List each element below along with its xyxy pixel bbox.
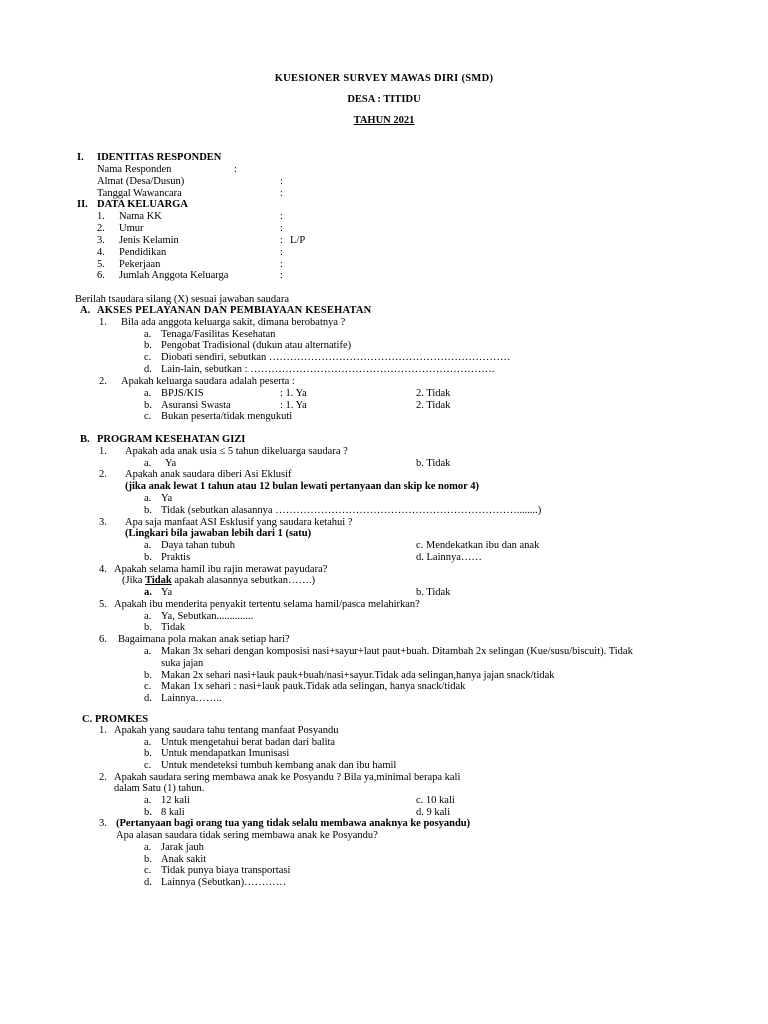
option-letter: a. (144, 795, 152, 806)
option-text[interactable]: 8 kali (161, 807, 185, 818)
question-number: 4. (99, 564, 107, 575)
option-text[interactable]: Makan 1x sehari : nasi+lauk pauk.Tidak ada selingan, hanya snack/tidak (161, 681, 466, 692)
option-text[interactable]: Tidak (161, 622, 186, 633)
option-letter: b. (144, 807, 152, 818)
option-tidak[interactable]: b. Tidak (416, 458, 451, 469)
option-ya[interactable]: : 1. Ya (280, 388, 307, 399)
question-text: Apakah selama hamil ibu rajin merawat payudara? (114, 564, 328, 575)
section-b-number: B. (80, 434, 90, 445)
option-text[interactable]: Bukan peserta/tidak mengukuti (161, 411, 293, 422)
option-letter: a. (144, 329, 152, 340)
option-tidak[interactable]: b. Tidak (416, 587, 451, 598)
section-i-title: IDENTITAS RESPONDEN (97, 152, 222, 163)
option-text[interactable]: Tenaga/Fasilitas Kesehatan (161, 329, 276, 340)
option-letter: a. (144, 737, 152, 748)
question-number: 3. (99, 517, 107, 528)
option-letter: a. (144, 587, 152, 598)
section-c-title: PROMKES (95, 714, 149, 725)
section-ii-title: DATA KELUARGA (97, 199, 188, 210)
option-letter: a. (144, 493, 152, 504)
option-letter: b. (144, 552, 152, 563)
question-number: 2. (99, 376, 107, 387)
option-text[interactable]: 12 kali (161, 795, 190, 806)
question-text: Apakah keluarga saudara adalah peserta : (121, 376, 295, 387)
option-text[interactable]: Diobati sendiri, sebutkan …………………………………………………………… (161, 352, 511, 363)
option-text-continued: suka jajan (161, 658, 204, 669)
option-letter: b. (144, 854, 152, 865)
option-letter: b. (144, 340, 152, 351)
section-ii-number: II. (77, 199, 88, 210)
option-letter: a. (144, 842, 152, 853)
field-colon: : (280, 235, 283, 246)
option-text[interactable]: Lainnya (Sebutkan)………… (161, 877, 287, 888)
option-ya[interactable]: Ya (165, 458, 177, 469)
option-text[interactable]: Makan 2x sehari nasi+lauk pauk+buah/nasi+sayur.Tidak ada selingan,hanya jajan snack/tidak (161, 670, 555, 681)
question-text: Bagaimana pola makan anak setiap hari? (118, 634, 290, 645)
field-label-jumlah-anggota: Jumlah Anggota Keluarga (119, 270, 229, 281)
option-text: BPJS/KIS (161, 388, 204, 399)
document-year: TAHUN 2021 (353, 115, 415, 126)
question-text: Apakah yang saudara tahu tentang manfaat Posyandu (114, 725, 339, 736)
option-letter: a. (144, 458, 152, 469)
option-ya[interactable]: : 1. Ya (280, 400, 307, 411)
question-text: Bila ada anggota keluarga sakit, dimana berobatnya ? (121, 317, 346, 328)
option-letter: b. (144, 622, 152, 633)
option-letter: b. (144, 670, 152, 681)
option-letter: d. (144, 693, 152, 704)
option-letter: b. (144, 400, 152, 411)
option-text[interactable]: Untuk mendapatkan Imunisasi (161, 748, 290, 759)
option-text[interactable]: c. 10 kali (416, 795, 455, 806)
option-letter: d. (144, 364, 152, 375)
field-colon: : (280, 270, 283, 281)
question-number: 2. (99, 772, 107, 783)
field-label-pekerjaan: Pekerjaan (119, 259, 161, 270)
question-number: 2. (99, 469, 107, 480)
option-text[interactable]: Jarak jauh (161, 842, 204, 853)
option-text[interactable]: d. 9 kali (416, 807, 451, 818)
option-letter: a. (144, 540, 152, 551)
question-text: (Pertanyaan bagi orang tua yang tidak selalu membawa anaknya ke posyandu) (116, 818, 471, 829)
question-number: 5. (99, 599, 107, 610)
option-text[interactable]: Untuk mendeteksi tumbuh kembang anak dan ibu hamil (161, 760, 397, 771)
option-text[interactable]: Praktis (161, 552, 191, 563)
document-title: KUESIONER SURVEY MAWAS DIRI (SMD) (274, 73, 494, 84)
field-label-pendidikan: Pendidikan (119, 247, 167, 258)
section-c-number: C. (82, 714, 93, 725)
question-number: 1. (99, 317, 107, 328)
option-letter: b. (144, 505, 152, 516)
question-number: 1. (99, 725, 107, 736)
document-desa: DESA : TITIDU (347, 94, 421, 105)
option-letter: c. (144, 352, 152, 363)
instruction-text: Berilah tsaudara silang (X) sesuai jawaban saudara (75, 294, 289, 305)
option-tidak[interactable]: 2. Tidak (416, 388, 451, 399)
note-emphasis: Tidak (145, 575, 172, 586)
option-text[interactable]: d. Lainnya…… (416, 552, 482, 563)
question-text: Apa saja manfaat ASI Esklusif yang saudara ketahui ? (125, 517, 353, 528)
option-text[interactable]: Lain-lain, sebutkan : ……………………………………………………………. (161, 364, 495, 375)
option-letter: c. (144, 681, 152, 692)
option-letter: d. (144, 877, 152, 888)
question-text-continued: Apa alasan saudara tidak sering membawa anak ke Posyandu? (116, 830, 378, 841)
option-text: Asuransi Swasta (161, 400, 231, 411)
field-colon: : (280, 211, 283, 222)
option-text[interactable]: Untuk mengetahui berat badan dari balita (161, 737, 336, 748)
note-prefix: (Jika (122, 575, 146, 586)
option-text[interactable]: Makan 3x sehari dengan komposisi nasi+sayur+laut paut+buah. Ditambah 2x selingan (Kue/susu/biscuit). Tidak (161, 646, 633, 657)
field-label-tanggal: Tanggal Wawancara (97, 188, 182, 199)
section-i-number: I. (77, 152, 84, 163)
option-text[interactable]: Pengobat Tradisional (dukun atau alternatife) (161, 340, 352, 351)
field-colon: : (280, 223, 283, 234)
question-number: 1. (99, 446, 107, 457)
option-tidak[interactable]: Tidak (sebutkan alasannya ……………………………………………………………........) (161, 505, 542, 516)
option-tidak[interactable]: 2. Tidak (416, 400, 451, 411)
field-number: 6. (97, 270, 105, 281)
question-text: Apakah ibu menderita penyakit tertentu selama hamil/pasca melahirkan? (114, 599, 420, 610)
field-label-nama-responden: Nama Responden (97, 164, 172, 175)
question-text: Apakah anak saudara diberi Asi Eklusif (125, 469, 292, 480)
note-suffix: apakah alasannya sebutkan…….) (171, 575, 316, 586)
option-letter: a. (144, 388, 152, 399)
field-number: 1. (97, 211, 105, 222)
section-b-title: PROGRAM KESEHATAN GIZI (97, 434, 246, 445)
question-text: Apakah ada anak usia ≤ 5 tahun dikeluarga saudara ? (125, 446, 348, 457)
question-note: (Lingkari bila jawaban lebih dari 1 (satu) (125, 528, 312, 539)
field-label-nama-kk: Nama KK (119, 211, 162, 222)
option-letter: b. (144, 748, 152, 759)
field-number: 4. (97, 247, 105, 258)
field-colon: : (280, 188, 283, 199)
question-note (122, 575, 315, 587)
question-note: (jika anak lewat 1 tahun atau 12 bulan lewati pertanyaan dan skip ke nomor 4) (125, 481, 479, 492)
question-text: Apakah saudara sering membawa anak ke Posyandu ? Bila ya,minimal berapa kali (114, 772, 461, 783)
field-label-umur: Umur (119, 223, 144, 234)
question-number: 3. (99, 818, 107, 829)
option-ya[interactable]: Ya (161, 587, 173, 598)
option-text[interactable]: Lainnya…….. (161, 693, 222, 704)
option-ya[interactable]: Ya (161, 493, 173, 504)
field-number: 2. (97, 223, 105, 234)
option-letter: c. (144, 411, 152, 422)
option-text[interactable]: c. Mendekatkan ibu dan anak (416, 540, 540, 551)
field-label-jenis-kelamin: Jenis Kelamin (119, 235, 179, 246)
option-letter: c. (144, 760, 152, 771)
section-a-number: A. (80, 305, 91, 316)
section-a-title: AKSES PELAYANAN DAN PEMBIAYAAN KESEHATAN (97, 305, 372, 316)
question-number: 6. (99, 634, 107, 645)
field-number: 3. (97, 235, 105, 246)
field-colon: : (280, 176, 283, 187)
option-text[interactable]: Anak sakit (161, 854, 207, 865)
option-text[interactable]: Ya, Sebutkan.............. (161, 611, 254, 622)
option-letter: a. (144, 611, 152, 622)
field-colon: : (280, 259, 283, 270)
field-colon: : (280, 247, 283, 258)
question-text-continued: dalam Satu (1) tahun. (114, 783, 205, 794)
field-label-alamat: Almat (Desa/Dusun) (97, 176, 185, 187)
option-text[interactable]: Tidak punya biaya transportasi (161, 865, 291, 876)
field-colon: : (234, 164, 237, 175)
option-letter: a. (144, 646, 152, 657)
option-text[interactable]: Daya tahan tubuh (161, 540, 236, 551)
field-value-jenis-kelamin: L/P (290, 235, 306, 246)
field-number: 5. (97, 259, 105, 270)
option-letter: c. (144, 865, 152, 876)
